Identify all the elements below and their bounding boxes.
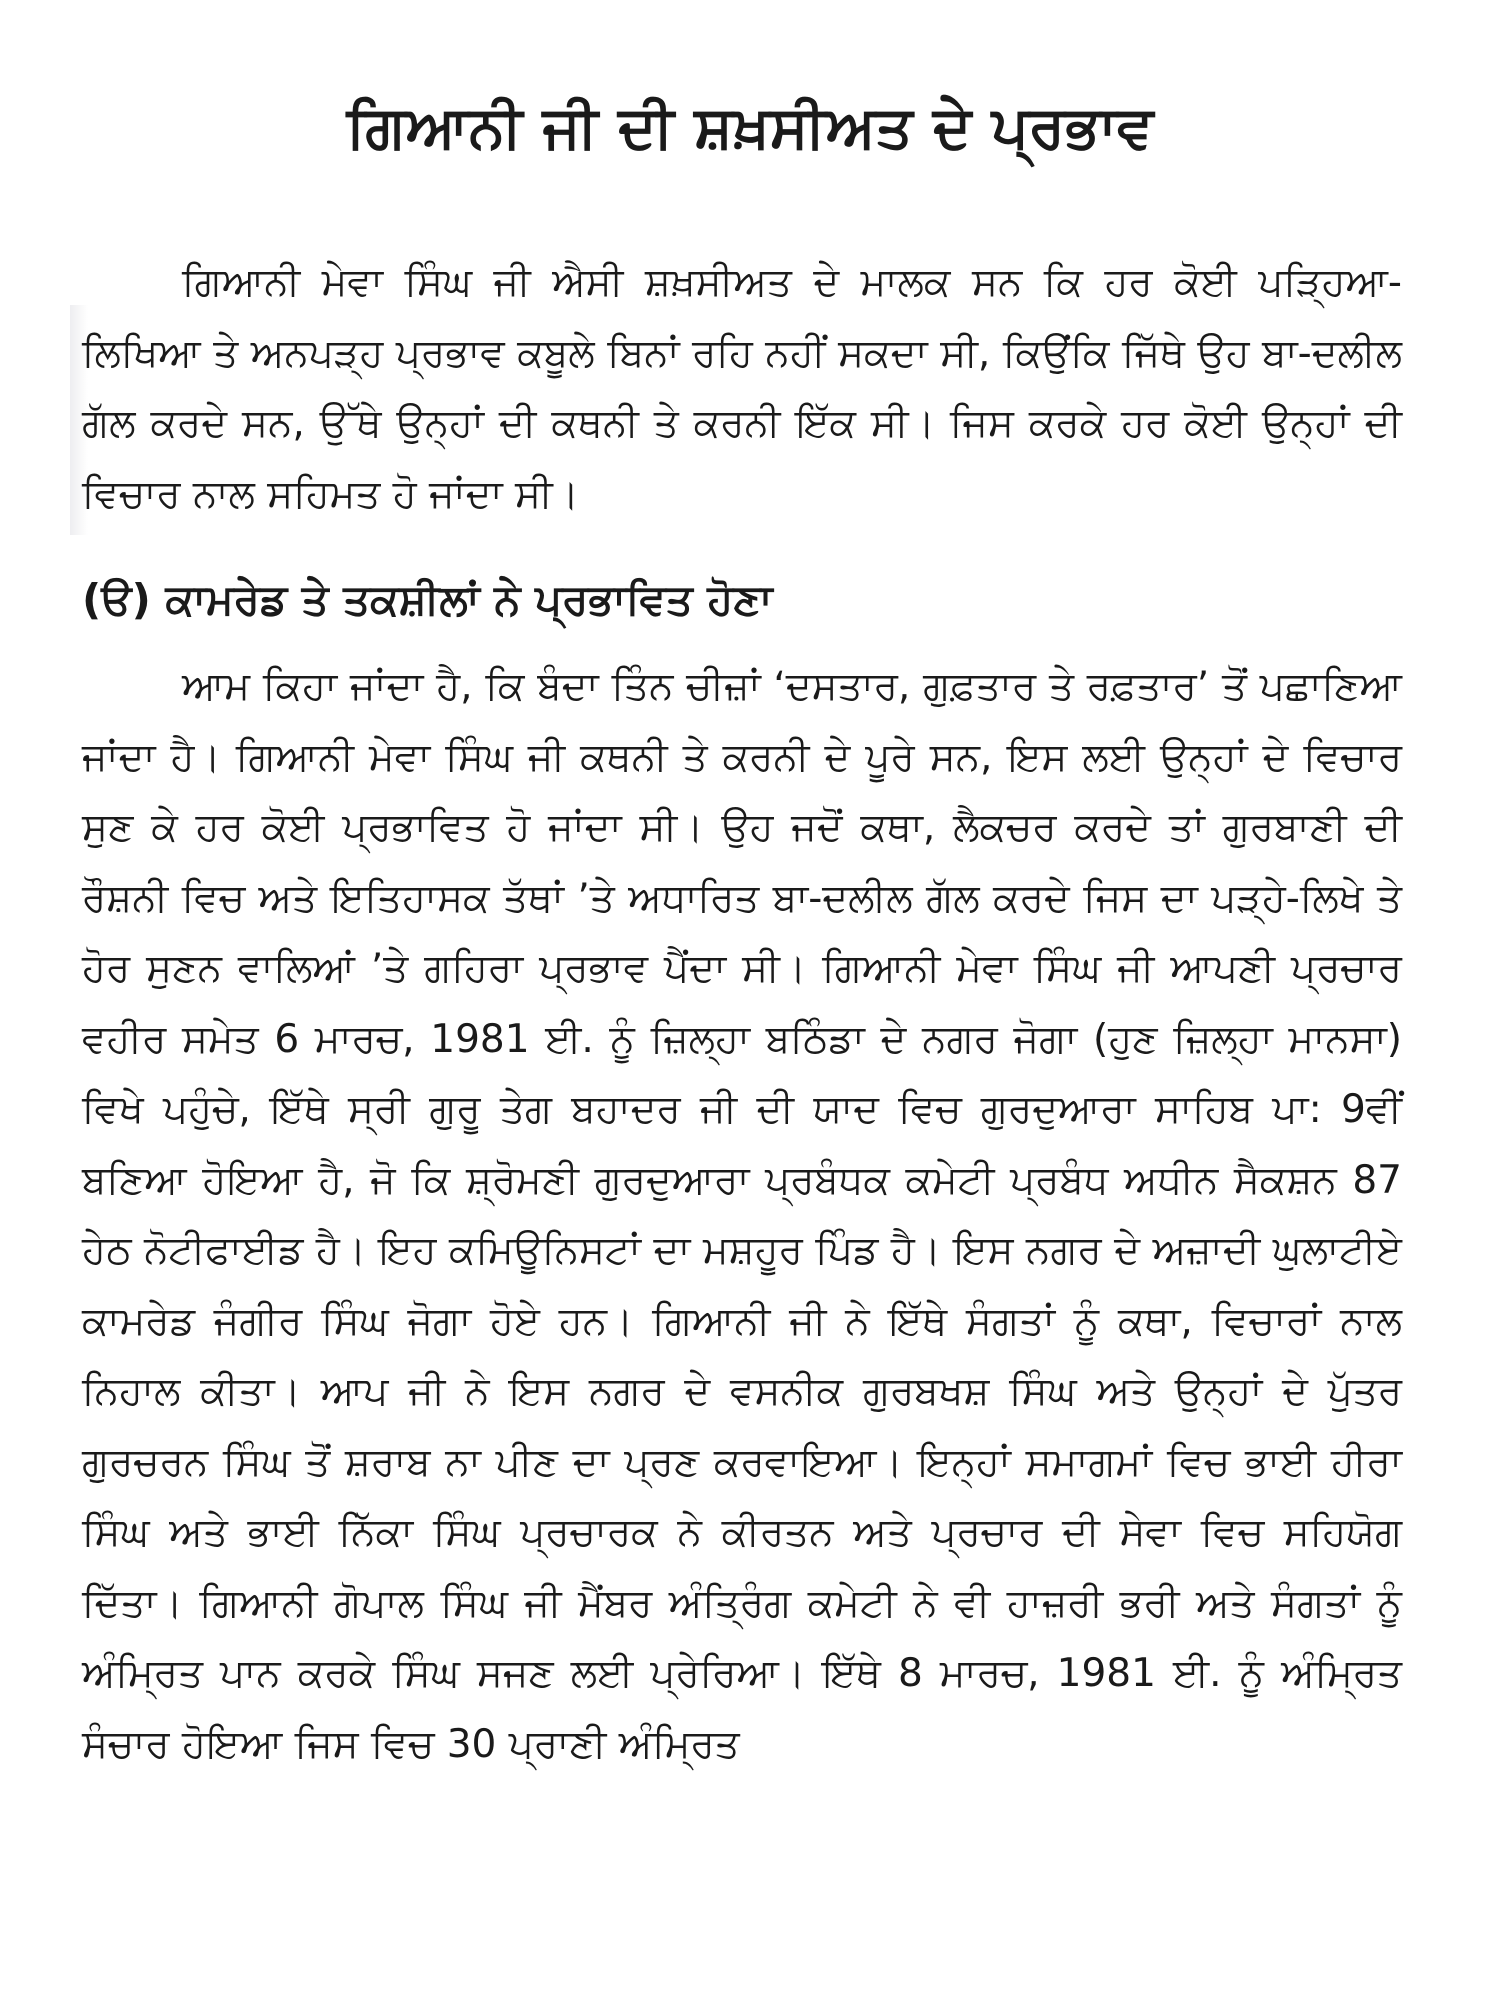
intro-paragraph: ਗਿਆਨੀ ਮੇਵਾ ਸਿੰਘ ਜੀ ਐਸੀ ਸ਼ਖ਼ਸੀਅਤ ਦੇ ਮਾਲਕ ਸਨ ਕਿ ਹਰ ਕੋਈ ਪੜ੍ਹਿਆ-ਲਿਖਿਆ ਤੇ ਅਨਪੜ੍ਹ ਪ੍ਰਭਾਵ ਕਬੂਲੇ ਬਿਨਾਂ ਰਹਿ ਨਹੀਂ ਸਕਦਾ ਸੀ, ਕਿਉਂਕਿ ਜਿੱਥੇ ਉਹ ਬਾ-ਦਲੀਲ ਗੱਲ ਕਰਦੇ ਸਨ, ਉੱਥੇ ਉਨ੍ਹਾਂ ਦੀ ਕਥਨੀ ਤੇ ਕਰਨੀ ਇੱਕ ਸੀ। ਜਿਸ ਕਰਕੇ ਹਰ ਕੋਈ ਉਨ੍ਹਾਂ ਦੀ ਵਿਚਾਰ ਨਾਲ ਸਹਿਮਤ ਹੋ ਜਾਂਦਾ ਸੀ। [82, 260, 1402, 517]
section-heading: (ੳ) ਕਾਮਰੇਡ ਤੇ ਤਕਸ਼ੀਲਾਂ ਨੇ ਪ੍ਰਭਾਵਿਤ ਹੋਣਾ [82, 575, 773, 624]
page-title: ਗਿਆਨੀ ਜੀ ਦੀ ਸ਼ਖ਼ਸੀਅਤ ਦੇ ਪ੍ਰਭਾਵ [346, 93, 1154, 161]
body-paragraph: ਆਮ ਕਿਹਾ ਜਾਂਦਾ ਹੈ, ਕਿ ਬੰਦਾ ਤਿੰਨ ਚੀਜ਼ਾਂ ‘ਦਸਤਾਰ, ਗੁਫ਼ਤਾਰ ਤੇ ਰਫ਼ਤਾਰ’ ਤੋਂ ਪਛਾਣਿਆ ਜਾਂਦਾ ਹੈ। ਗਿਆਨੀ ਮੇਵਾ ਸਿੰਘ ਜੀ ਕਥਨੀ ਤੇ ਕਰਨੀ ਦੇ ਪੂਰੇ ਸਨ, ਇਸ ਲਈ ਉਨ੍ਹਾਂ ਦੇ ਵਿਚਾਰ ਸੁਣ ਕੇ ਹਰ ਕੋਈ ਪ੍ਰਭਾਵਿਤ ਹੋ ਜਾਂਦਾ ਸੀ। ਉਹ ਜਦੋਂ ਕਥਾ, ਲੈਕਚਰ ਕਰਦੇ ਤਾਂ ਗੁਰਬਾਣੀ ਦੀ ਰੌਸ਼ਨੀ ਵਿਚ ਅਤੇ ਇਤਿਹਾਸਕ ਤੱਥਾਂ ’ਤੇ ਅਧਾਰਿਤ ਬਾ-ਦਲੀਲ ਗੱਲ ਕਰਦੇ ਜਿਸ ਦਾ ਪੜ੍ਹੇ-ਲਿਖੇ ਤੇ ਹੋਰ ਸੁਣਨ ਵਾਲਿਆਂ ’ਤੇ ਗਹਿਰਾ ਪ੍ਰਭਾਵ ਪੈਂਦਾ ਸੀ। ਗਿਆਨੀ ਮੇਵਾ ਸਿੰਘ ਜੀ ਆਪਣੀ ਪ੍ਰਚਾਰ ਵਹੀਰ ਸਮੇਤ 6 ਮਾਰਚ, 1981 ਈ. ਨੂੰ ਜ਼ਿਲ੍ਹਾ ਬਠਿੰਡਾ ਦੇ ਨਗਰ ਜੋਗਾ (ਹੁਣ ਜ਼ਿਲ੍ਹਾ ਮਾਨਸਾ) ਵਿਖੇ ਪਹੁੰਚੇ, ਇੱਥੇ ਸ੍ਰੀ ਗੁਰੂ ਤੇਗ ਬਹਾਦਰ ਜੀ ਦੀ ਯਾਦ ਵਿਚ ਗੁਰਦੁਆਰਾ ਸਾਹਿਬ ਪਾ: 9ਵੀਂ ਬਣਿਆ ਹੋਇਆ ਹੈ, ਜੋ ਕਿ ਸ਼੍ਰੋਮਣੀ ਗੁਰਦੁਆਰਾ ਪ੍ਰਬੰਧਕ ਕਮੇਟੀ ਪ੍ਰਬੰਧ ਅਧੀਨ ਸੈਕਸ਼ਨ 87 ਹੇਠ ਨੋਟੀਫਾਈਡ ਹੈ। ਇਹ ਕਮਿਊਨਿਸਟਾਂ ਦਾ ਮਸ਼ਹੂਰ ਪਿੰਡ ਹੈ। ਇਸ ਨਗਰ ਦੇ ਅਜ਼ਾਦੀ ਘੁਲਾਟੀਏ ਕਾਮਰੇਡ ਜੰਗੀਰ ਸਿੰਘ ਜੋਗਾ ਹੋਏ ਹਨ। ਗਿਆਨੀ ਜੀ ਨੇ ਇੱਥੇ ਸੰਗਤਾਂ ਨੂੰ ਕਥਾ, ਵਿਚਾਰਾਂ ਨਾਲ ਨਿਹਾਲ ਕੀਤਾ। ਆਪ ਜੀ ਨੇ ਇਸ ਨਗਰ ਦੇ ਵਸਨੀਕ ਗੁਰਬਖਸ਼ ਸਿੰਘ ਅਤੇ ਉਨ੍ਹਾਂ ਦੇ ਪੁੱਤਰ ਗੁਰਚਰਨ ਸਿੰਘ ਤੋਂ ਸ਼ਰਾਬ ਨਾ ਪੀਣ ਦਾ ਪ੍ਰਣ ਕਰਵਾਇਆ। ਇਨ੍ਹਾਂ ਸਮਾਗਮਾਂ ਵਿਚ ਭਾਈ ਹੀਰਾ ਸਿੰਘ ਅਤੇ ਭਾਈ ਨਿੱਕਾ ਸਿੰਘ ਪ੍ਰਚਾਰਕ ਨੇ ਕੀਰਤਨ ਅਤੇ ਪ੍ਰਚਾਰ ਦੀ ਸੇਵਾ ਵਿਚ ਸਹਿਯੋਗ ਦਿੱਤਾ। ਗਿਆਨੀ ਗੋਪਾਲ ਸਿੰਘ ਜੀ ਮੈਂਬਰ ਅੰਤ੍ਰਿੰਗ ਕਮੇਟੀ ਨੇ ਵੀ ਹਾਜ਼ਰੀ ਭਰੀ ਅਤੇ ਸੰਗਤਾਂ ਨੂੰ ਅੰਮ੍ਰਿਤ ਪਾਨ ਕਰਕੇ ਸਿੰਘ ਸਜਣ ਲਈ ਪ੍ਰੇਰਿਆ। ਇੱਥੇ 8 ਮਾਰਚ, 1981 ਈ. ਨੂੰ ਅੰਮ੍ਰਿਤ ਸੰਚਾਰ ਹੋਇਆ ਜਿਸ ਵਿਚ 30 ਪ੍ਰਾਣੀ ਅੰਮ੍ਰਿਤ [82, 664, 1402, 1767]
